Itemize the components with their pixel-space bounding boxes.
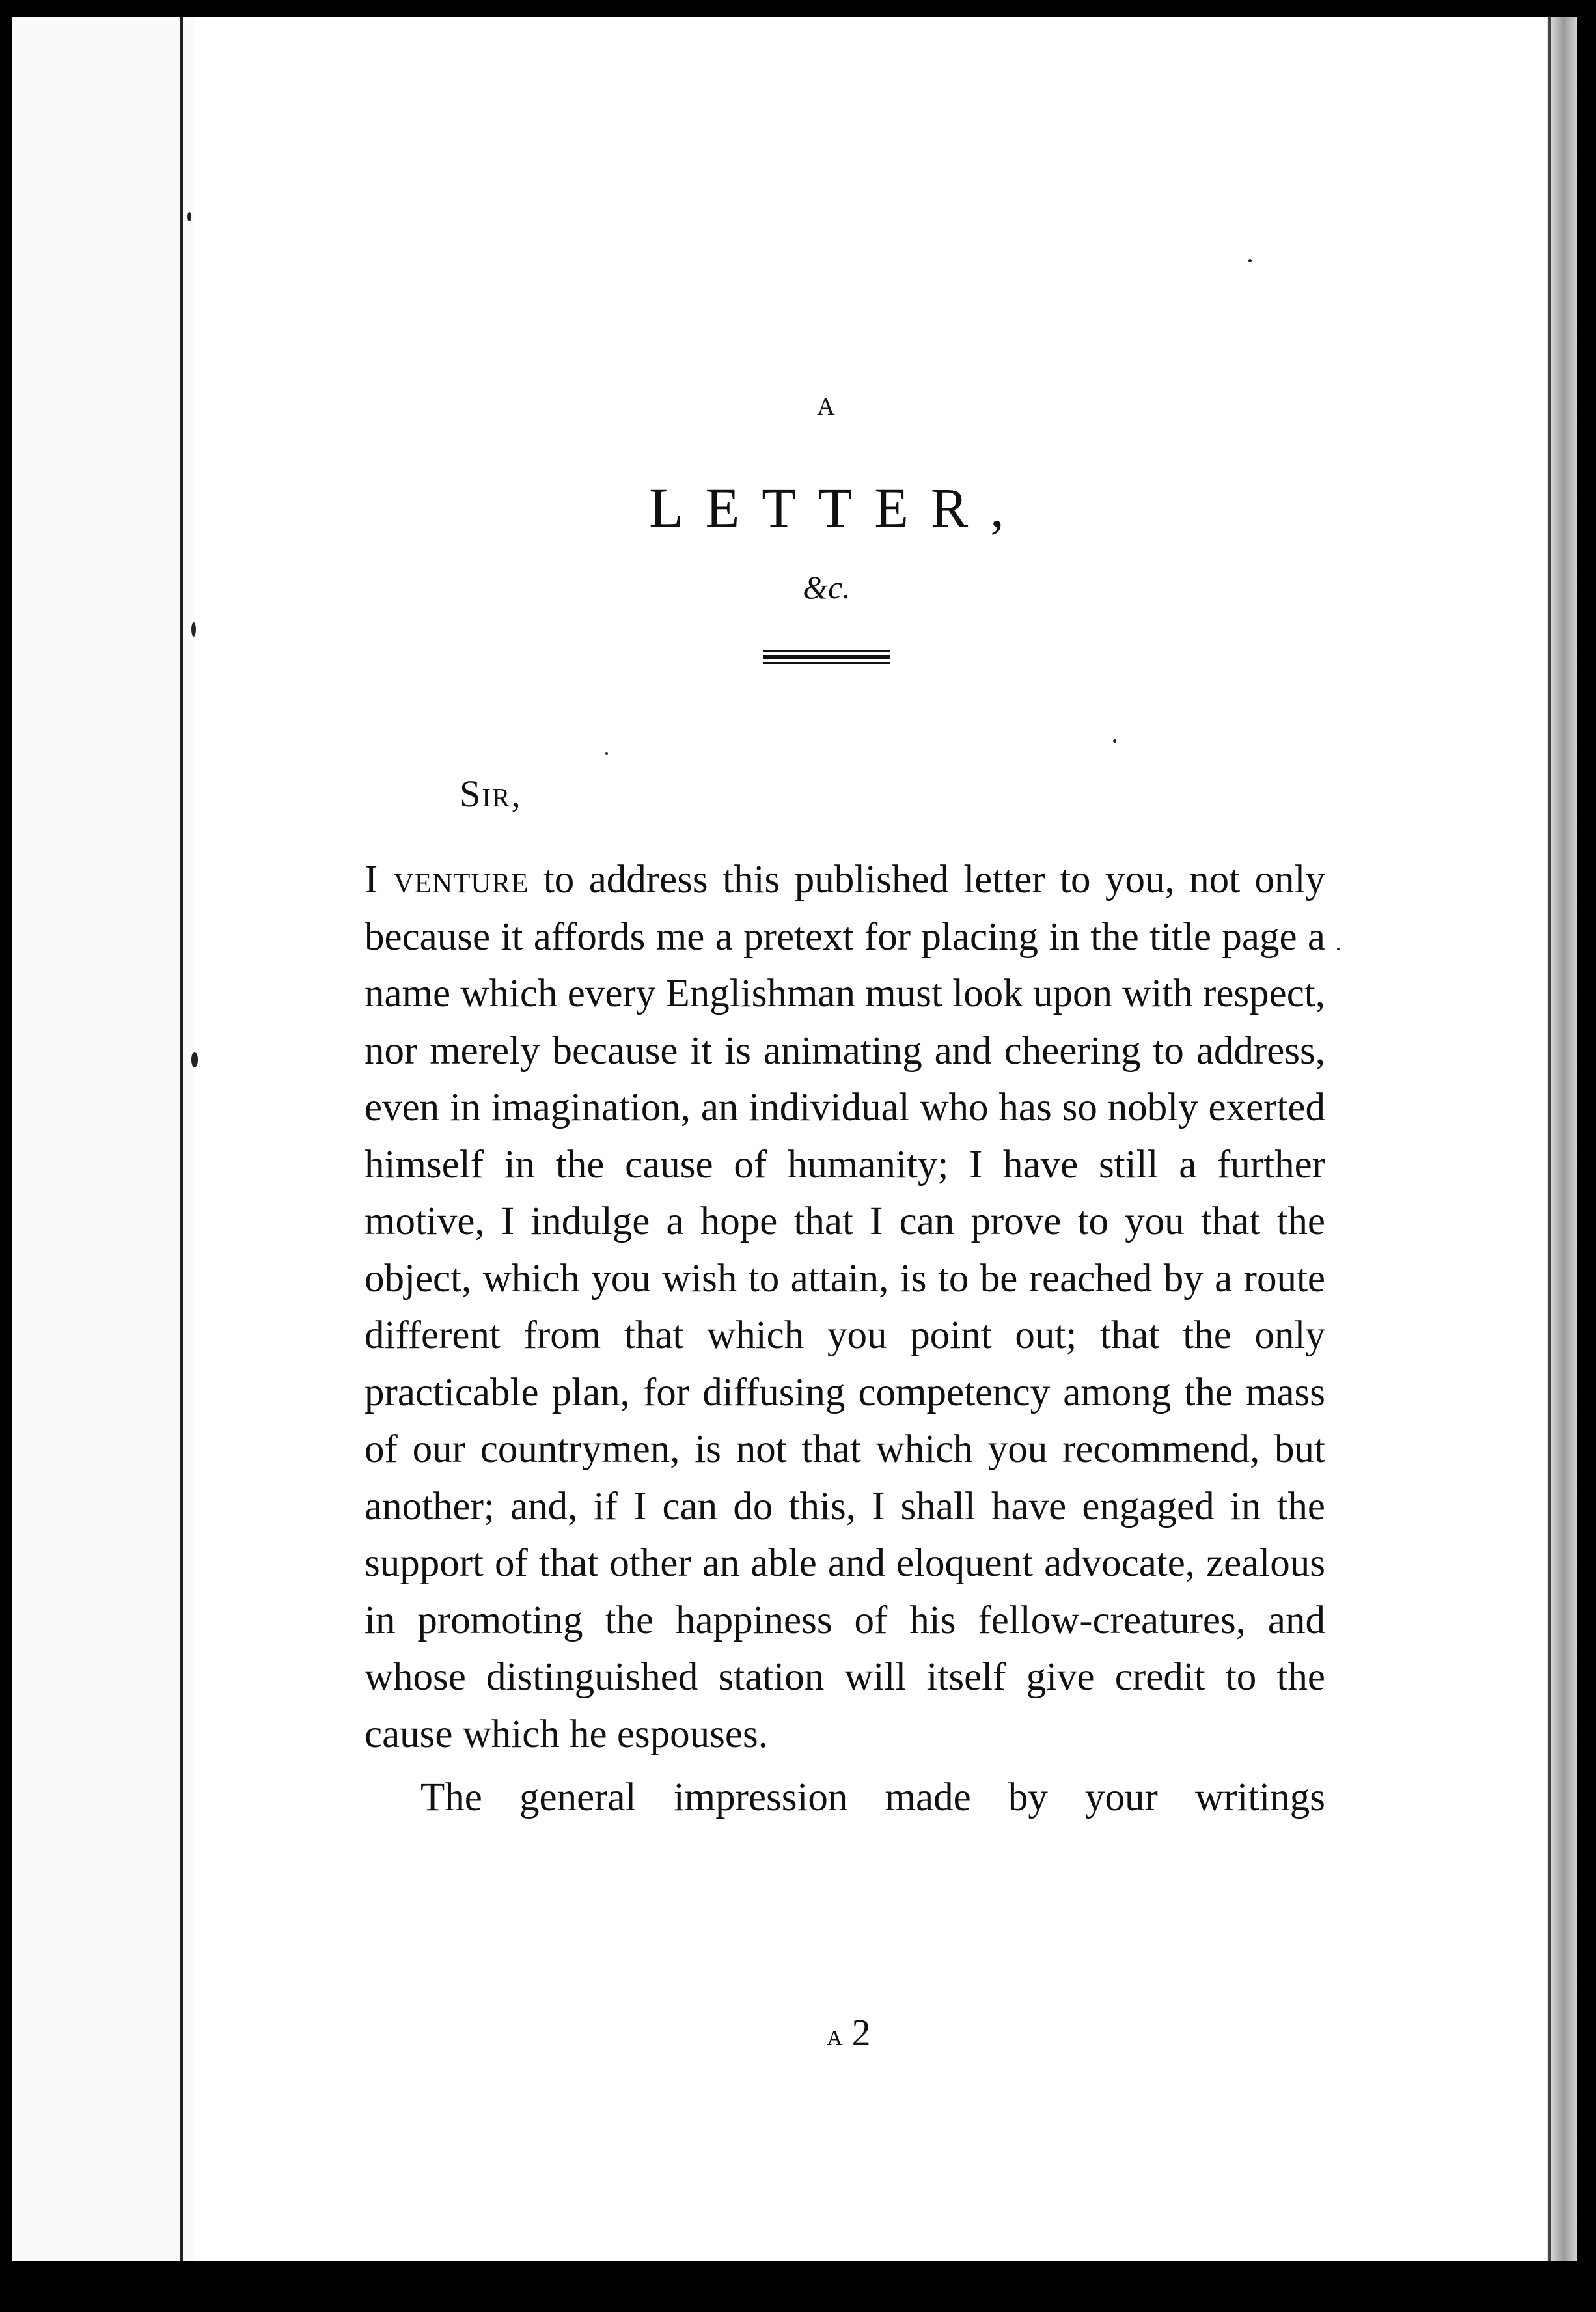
ink-speck bbox=[1248, 259, 1252, 262]
letter-body bbox=[365, 851, 1325, 1826]
paragraph-1-text: to address this published letter to you, not only because it affords me a pretext for placing in the title page a name which every Englishman must look upon with respect, nor merely because it is animating and cheering to address, even in imagination, an individual who has so nobly exerted himself in the cause of humanity; I have still a further motive, I indulge a hope that I can prove to you that the object, which you wish to attain, is to be reached by a route different from that which you point out; that the only practicable plan, for diffusing competency among the mass of our countrymen, is not that which you recommend, but another; and, if I can do this, I shall have engaged in the support of that other an able and eloquent advocate, zealous in promoting the happiness of his fellow-creatures, and whose distinguished station will itself give credit to the cause which he espouses. bbox=[365, 858, 1326, 1756]
signature-letter: a bbox=[827, 2018, 843, 2052]
ink-speck bbox=[605, 752, 608, 755]
rule-line-top bbox=[763, 650, 890, 652]
page-gutter bbox=[12, 17, 194, 2261]
page-right-edge bbox=[1547, 17, 1577, 2261]
printer-signature-mark bbox=[827, 2010, 871, 2058]
title-block bbox=[325, 391, 1328, 667]
page-title: LETTER, bbox=[649, 476, 1026, 539]
rule-line-bottom bbox=[763, 662, 890, 664]
page-right-edge-line bbox=[1548, 17, 1551, 2261]
title-article: A bbox=[817, 393, 836, 420]
binding-edge-line bbox=[180, 17, 183, 2261]
margin-mark bbox=[187, 212, 191, 221]
title-divider-rule bbox=[763, 650, 890, 664]
paragraph-1-lead: I venture bbox=[365, 858, 529, 901]
title-etc: &c. bbox=[803, 569, 851, 605]
ink-speck bbox=[1337, 948, 1340, 950]
paragraph-2: The general impression made by your writings bbox=[420, 1776, 1325, 1819]
ink-speck bbox=[1113, 739, 1116, 743]
rule-line-thick bbox=[763, 655, 890, 659]
margin-mark bbox=[191, 1052, 198, 1067]
margin-mark bbox=[191, 622, 196, 637]
paragraph-1 bbox=[365, 851, 1325, 1763]
signature-number: 2 bbox=[851, 2011, 871, 2054]
salutation: Sir, bbox=[460, 773, 522, 815]
